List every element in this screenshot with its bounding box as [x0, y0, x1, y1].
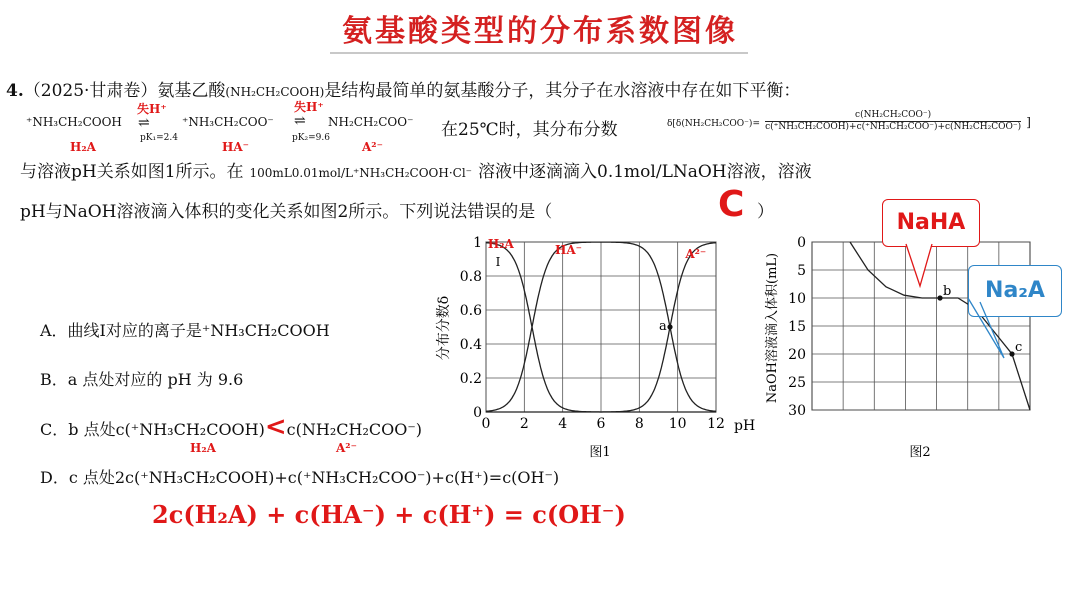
figure-2-ytick: 30	[788, 403, 806, 419]
figure-1-ytick: 0.8	[459, 269, 482, 285]
question-line-1	[6, 76, 800, 101]
figure-1-ytick: 0	[473, 405, 482, 421]
question-line-4-text: pH与NaOH溶液滴入体积的变化关系如图2所示。下列说法错误的是（	[20, 202, 553, 222]
figure-2-ytick: 5	[797, 263, 806, 279]
figure-2-caption: 图2	[909, 445, 931, 460]
equilibrium-arrow-2: ⇌	[294, 113, 306, 129]
figure-2-ytick: 15	[788, 319, 806, 335]
figure-1-caption: 图1	[589, 445, 611, 460]
question-intro-2: 是结构最简单的氨基酸分子，其分子在水溶液中存在如下平衡：	[324, 81, 801, 101]
option-b: B．a 点处对应的 pH 为 9.6	[40, 370, 244, 389]
figure-1-xtick: 2	[519, 416, 529, 432]
figure-1-xlabel: pH	[734, 418, 756, 434]
question-line-3b: 溶液中逐滴滴入0.1mol/LNaOH溶液，溶液	[478, 162, 812, 182]
figure-1-ytick: 0.2	[459, 371, 482, 387]
question-line-3a: 与溶液pH关系如图1所示。在	[20, 162, 244, 182]
callout-na2a: Na₂A	[968, 265, 1062, 317]
delta-prefix: δ[δ(NH₂CH₂COO⁻)=	[667, 119, 760, 129]
delta-denominator: c(⁺NH₃CH₂COOH)+c(⁺NH₃CH₂COO⁻)+c(NH₂CH₂COO⁻)	[765, 122, 1022, 132]
question-line-3	[20, 157, 812, 182]
figure-1-xtick: 8	[634, 416, 644, 432]
figure-1-point-label: a	[659, 319, 667, 334]
option-c-sign: <	[264, 412, 287, 442]
figure-2-point	[1009, 351, 1014, 356]
eq-species-3: NH₂CH₂COO⁻	[328, 115, 414, 129]
lose-h-1: 失H⁺	[137, 102, 167, 116]
question-line-4-end: ）	[757, 202, 774, 222]
label-a2: A²⁻	[362, 140, 383, 154]
delta-fraction	[765, 110, 1021, 133]
figure-1-ytick: 1	[473, 235, 482, 251]
figure-2-ytick: 0	[797, 235, 806, 251]
eq-species-2: ⁺NH₃CH₂COO⁻	[182, 115, 274, 129]
callout-naha: NaHA	[882, 199, 980, 247]
figure-2-ytick: 10	[788, 291, 806, 307]
figure-1-xtick: 12	[707, 416, 725, 432]
figure-1-curve-I-label: Ⅰ	[495, 255, 501, 269]
delta-suffix: ]	[1026, 115, 1031, 129]
callout-pointers	[900, 240, 980, 360]
eq-species-1: ⁺NH₃CH₂COOH	[26, 115, 122, 129]
solution-concentration: 100mL0.01mol/L⁺NH₃CH₂COOH·Cl⁻	[249, 166, 473, 180]
answer-mark: C	[718, 184, 745, 225]
lose-h-2: 失H⁺	[294, 100, 324, 114]
charge-balance-equation: 2c(H₂A) + c(HA⁻) + c(H⁺) = c(OH⁻)	[152, 500, 626, 529]
figure-2-ylabel: NaOH溶液滴入体积(mL)	[765, 252, 780, 404]
pk1-label: pK₁=2.4	[140, 133, 178, 143]
figure-1-labels	[488, 237, 706, 334]
figure-1-series-label: HA⁻	[555, 243, 582, 257]
option-d: D．c 点处2c(⁺NH₃CH₂COOH)+c(⁺NH₃CH₂COO⁻)+c(H⁺)=c(OH⁻)	[40, 468, 560, 487]
option-c-label-a2: A²⁻	[336, 441, 357, 455]
figure-1-xtick: 10	[668, 416, 687, 432]
figure-1-xtick: 0	[481, 416, 491, 432]
label-ha: HA⁻	[222, 140, 249, 154]
figure-2-ytick: 20	[788, 347, 806, 363]
page-title: 氨基酸类型的分布系数图像	[342, 14, 738, 49]
figure-1-ytick: 0.6	[459, 303, 482, 319]
naha-pointer	[906, 244, 932, 286]
option-c-right: c(NH₂CH₂COO⁻)	[286, 420, 423, 439]
figure-2-point-label: c	[1015, 340, 1023, 355]
option-c	[40, 412, 422, 442]
title-divider	[330, 52, 748, 54]
figure-1-series-label: A²⁻	[685, 247, 707, 261]
figure-1-series-label: H₂A	[487, 237, 514, 251]
figure-1-ylabel: 分布分数δ	[436, 295, 452, 361]
figure-2-ytick: 25	[788, 375, 806, 391]
question-source: （2025·甘肃卷）	[23, 81, 158, 101]
question-number: 4.	[6, 81, 24, 101]
delta-numerator: c(NH₂CH₂COO⁻)	[765, 110, 1021, 122]
figure-1-point	[667, 324, 672, 329]
option-c-left: C．b 点处c(⁺NH₃CH₂COOH)	[40, 420, 265, 439]
figure-1-chart	[430, 228, 756, 464]
figure-1-xtick: 6	[596, 416, 606, 432]
figure-1-xtick: 4	[558, 416, 568, 432]
distribution-intro: 在25℃时，其分布分数	[441, 120, 618, 140]
pk2-label: pK₂=9.6	[292, 133, 330, 143]
option-a: A．曲线Ⅰ对应的离子是⁺NH₃CH₂COOH	[40, 321, 330, 340]
figure-2-point-label: b	[943, 284, 952, 299]
question-intro-1: 氨基乙酸	[157, 81, 226, 101]
question-line-4	[20, 197, 552, 222]
option-c-label-h2a: H₂A	[190, 441, 216, 455]
figure-1-ytick: 0.4	[459, 337, 482, 353]
glycine-formula: (NH₂CH₂COOH)	[225, 85, 325, 99]
label-h2a: H₂A	[70, 140, 96, 154]
delta-formula	[667, 110, 1031, 133]
equilibrium-arrow-1: ⇌	[138, 115, 150, 131]
